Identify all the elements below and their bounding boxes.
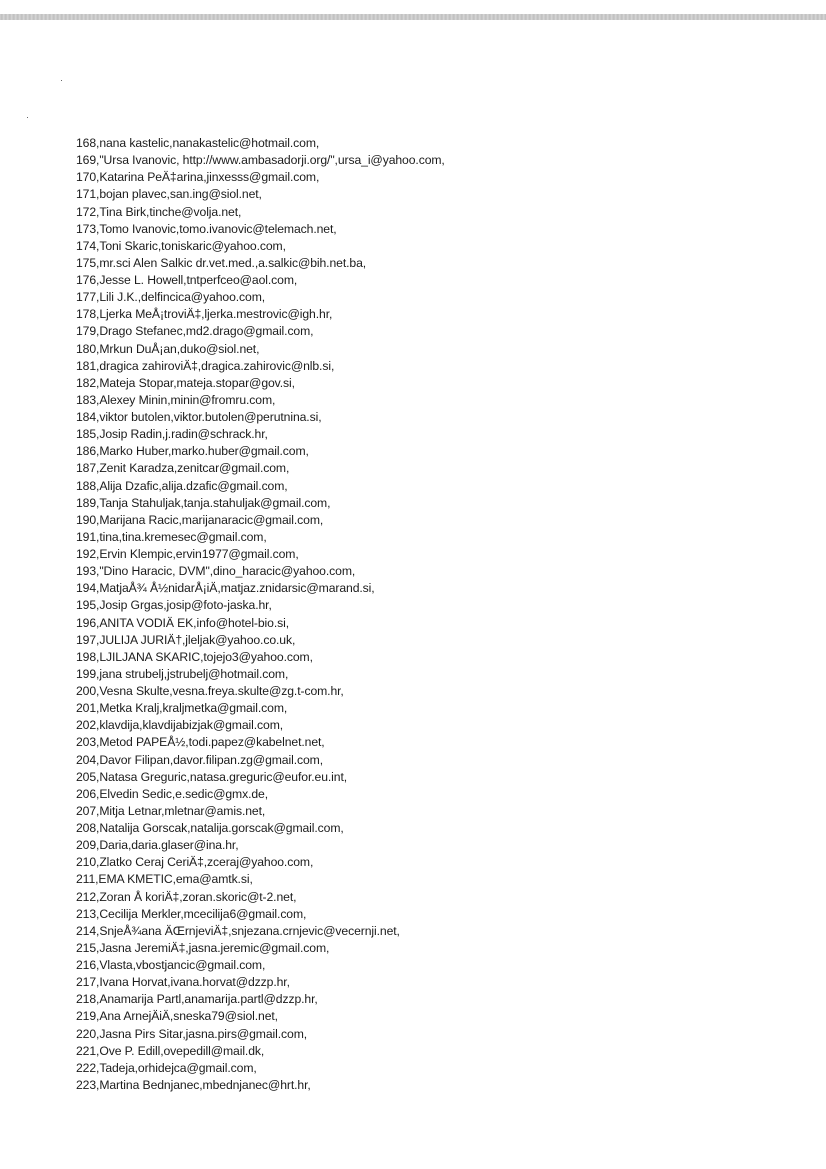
list-item: 216,Vlasta,vbostjancic@gmail.com,: [76, 958, 266, 972]
list-item: 194,MatjaÅ¾ Å½nidarÅ¡iÄ,matjaz.znidarsic@marand.si,: [76, 581, 375, 596]
scan-speck: [27, 117, 28, 118]
list-item: 215,Jasna JeremiÄ‡,jasna.jeremic@gmail.com,: [76, 940, 330, 955]
list-item: 184,viktor butolen,viktor.butolen@perutnina.si,: [76, 410, 322, 424]
list-item: 191,tina,tina.kremesec@gmail.com,: [76, 529, 267, 544]
list-item: 173,Tomo Ivanovic,tomo.ivanovic@telemach.net,: [76, 221, 337, 236]
list-item: 171,bojan plavec,san.ing@siol.net,: [76, 187, 262, 202]
list-item: 190,Marijana Racic,marijanaracic@gmail.com,: [76, 512, 324, 527]
list-item: 169,"Ursa Ivanovic, http://www.ambasadorji.org/",ursa_i@yahoo.com,: [76, 153, 445, 168]
list-item: 199,jana strubelj,jstrubelj@hotmail.com,: [76, 666, 289, 681]
list-item: 219,Ana ArnejÄiÄ,sneska79@siol.net,: [76, 1009, 278, 1024]
list-item: 170,Katarina PeÄ‡arina,jinxesss@gmail.com,: [76, 170, 320, 185]
list-item: 186,Marko Huber,marko.huber@gmail.com,: [76, 444, 309, 459]
list-item: 176,Jesse L. Howell,tntperfceo@aol.com,: [76, 273, 298, 287]
list-item: 209,Daria,daria.glaser@ina.hr,: [76, 838, 239, 853]
list-item: 189,Tanja Stahuljak,tanja.stahuljak@gmail.com,: [76, 495, 331, 510]
list-item: 198,LJILJANA SKARIC,tojejo3@yahoo.com,: [76, 649, 313, 664]
list-item: 188,Alija Dzafic,alija.dzafic@gmail.com,: [76, 478, 288, 493]
list-item: 208,Natalija Gorscak,natalija.gorscak@gmail.com,: [76, 821, 344, 835]
list-item: 220,Jasna Pirs Sitar,jasna.pirs@gmail.com,: [76, 1026, 308, 1041]
list-item: 178,Ljerka MeÅ¡troviÄ‡,ljerka.mestrovic@igh.hr,: [76, 307, 333, 322]
list-item: 197,JULIJA JURIÄ†,jleljak@yahoo.co.uk,: [76, 632, 296, 647]
contact-list: [76, 135, 445, 1094]
list-item: 210,Zlatko Ceraj CeriÄ‡,zceraj@yahoo.com,: [76, 855, 314, 870]
list-item: 203,Metod PAPEÅ½,todi.papez@kabelnet.net,: [76, 735, 325, 750]
list-item: 181,dragica zahiroviÄ‡,dragica.zahirovic@nlb.si,: [76, 358, 335, 373]
list-item: 168,nana kastelic,nanakastelic@hotmail.com,: [76, 136, 320, 150]
list-item: 213,Cecilija Merkler,mcecilija6@gmail.com,: [76, 906, 307, 921]
list-item: 183,Alexey Minin,minin@fromru.com,: [76, 392, 276, 407]
scan-edge-noise: [0, 14, 826, 20]
list-item: 175,mr.sci Alen Salkic dr.vet.med.,a.salkic@bih.net.ba,: [76, 255, 367, 270]
list-item: 180,Mrkun DuÅ¡an,duko@siol.net,: [76, 341, 260, 356]
list-item: 179,Drago Stefanec,md2.drago@gmail.com,: [76, 324, 314, 339]
list-item: 182,Mateja Stopar,mateja.stopar@gov.si,: [76, 375, 295, 390]
list-item: 195,Josip Grgas,josip@foto-jaska.hr,: [76, 598, 272, 613]
list-item: 211,EMA KMETIC,ema@amtk.si,: [76, 872, 253, 887]
list-item: 196,ANITA VODIÄ EK,info@hotel-bio.si,: [76, 615, 290, 630]
list-item: 218,Anamarija Partl,anamarija.partl@dzzp.hr,: [76, 992, 318, 1007]
list-item: 202,klavdija,klavdijabizjak@gmail.com,: [76, 718, 284, 733]
list-item: 212,Zoran Å koriÄ‡,zoran.skoric@t-2.net,: [76, 889, 297, 904]
scan-speck: [61, 80, 62, 81]
list-item: 223,Martina Bednjanec,mbednjanec@hrt.hr,: [76, 1077, 311, 1092]
list-item: 200,Vesna Skulte,vesna.freya.skulte@zg.t-com.hr,: [76, 684, 344, 698]
list-item: 172,Tina Birk,tinche@volja.net,: [76, 204, 242, 219]
list-item: 187,Zenit Karadza,zenitcar@gmail.com,: [76, 461, 290, 476]
list-item: 217,Ivana Horvat,ivana.horvat@dzzp.hr,: [76, 975, 290, 990]
list-item: 193,"Dino Haracic, DVM",dino_haracic@yahoo.com,: [76, 564, 356, 579]
list-item: 205,Natasa Greguric,natasa.greguric@eufor.eu.int,: [76, 769, 348, 784]
list-item: 206,Elvedin Sedic,e.sedic@gmx.de,: [76, 786, 268, 801]
list-item: 222,Tadeja,orhidejca@gmail.com,: [76, 1060, 257, 1075]
list-item: 221,Ove P. Edill,ovepedill@mail.dk,: [76, 1043, 265, 1058]
list-item: 201,Metka Kralj,kraljmetka@gmail.com,: [76, 701, 288, 716]
list-item: 214,SnjeÅ¾ana ÄŒrnjeviÄ‡,snjezana.crnjevic@vecernji.net,: [76, 923, 400, 938]
list-item: 174,Toni Skaric,toniskaric@yahoo.com,: [76, 238, 286, 253]
list-item: 185,Josip Radin,j.radin@schrack.hr,: [76, 427, 268, 442]
list-item: 177,Lili J.K.,delfincica@yahoo.com,: [76, 290, 266, 305]
list-item: 207,Mitja Letnar,mletnar@amis.net,: [76, 803, 266, 818]
list-item: 204,Davor Filipan,davor.filipan.zg@gmail.com,: [76, 752, 323, 767]
list-item: 192,Ervin Klempic,ervin1977@gmail.com,: [76, 547, 299, 561]
